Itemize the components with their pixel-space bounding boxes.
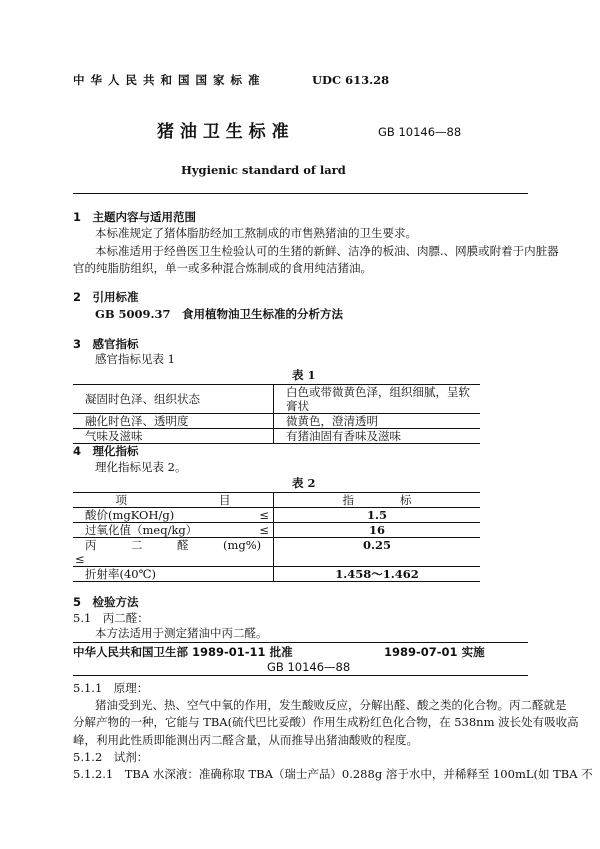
paragraph: 官的纯脂肪组织，单一或多种混合炼制成的食用纯洁猪油。 — [73, 261, 372, 275]
paragraph: 峰，利用此性质即能测出丙二醛含量，从而推导出猪油酸败的程度。 — [73, 733, 418, 747]
table-row: 融化时色泽、透明度 微黄色，澄清透明 — [73, 414, 480, 429]
reference: GB 5009.37 食用植物油卫生标准的分析方法 — [95, 307, 344, 321]
approval-date: 中华人民共和国卫生部 1989-01-11 批准 — [73, 645, 293, 659]
table-2-caption: 表 2 — [292, 476, 316, 490]
paragraph: 理化指标见表 2。 — [95, 460, 187, 474]
table-row: 酸价(mgKOH/g) ≤ 1.5 — [73, 508, 480, 523]
header-udc: UDC 613.28 — [312, 73, 390, 87]
standard-code: GB 10146—88 — [378, 125, 462, 139]
section-5-1: 5.1 丙二醛： — [73, 611, 149, 625]
effective-date: 1989-07-01 实施 — [384, 645, 485, 659]
table-row: 折射率(40℃) 1.458～1.462 — [73, 567, 480, 582]
section-5-heading: 5 检验方法 — [73, 595, 139, 609]
section-4-heading: 4 理化指标 — [73, 444, 139, 458]
divider — [73, 642, 528, 643]
table-header-row: 项 目 指 标 — [73, 493, 480, 508]
paragraph: 本标准规定了猪体脂肪经加工熬制成的市售熟猪油的卫生要求。 — [95, 226, 417, 240]
divider — [73, 675, 528, 676]
paragraph: 本标准适用于经兽医卫生检验认可的生猪的新鲜、洁净的板油、肉膘.、网膜或附着于内脏器 — [95, 244, 559, 258]
divider — [73, 193, 528, 194]
table-row: 丙 二 醛 (mg%) ≤ 0.25 — [73, 538, 480, 567]
table-row: 过氧化值（meq/kg） ≤ 16 — [73, 523, 480, 538]
paragraph: 本方法适用于测定猪油中丙二醛。 — [95, 626, 268, 640]
paragraph: 感官指标见表 1 — [95, 352, 175, 366]
table-1 — [73, 384, 480, 444]
english-title: Hygienic standard of lard — [181, 163, 346, 177]
section-5-1-1: 5.1.1 原理： — [73, 681, 149, 695]
section-5-1-2-1: 5.1.2.1 TBA 水深液：准确称取 TBA（瑞士产品）0.288g 溶于水中，并稀释至 100mL(如 TBA 不 — [73, 767, 593, 781]
running-header-code: GB 10146—88 — [267, 660, 351, 674]
paragraph: 分解产物的一种，它能与 TBA(硫代巴比妥酸）作用生成粉红色化合物，在 538nm 波长处有吸收高 — [73, 715, 579, 729]
table-row: 气味及滋味 有猪油固有香味及滋味 — [73, 429, 480, 444]
section-2-heading: 2 引用标准 — [73, 290, 139, 304]
page-title: 猪 油 卫 生 标 准 — [157, 122, 289, 142]
section-5-1-2: 5.1.2 试剂： — [73, 750, 149, 764]
paragraph: 猪油受到光、热、空气中氧的作用，发生酸败反应，分解出醛、酸之类的化合物。丙二醛就是 — [95, 698, 567, 712]
table-1-caption: 表 1 — [292, 368, 316, 382]
section-1-heading: 1 主题内容与适用范围 — [73, 210, 197, 224]
header-org: 中 华 人 民 共 和 国 国 家 标 准 — [73, 73, 261, 87]
table-2 — [73, 492, 480, 582]
section-3-heading: 3 感官指标 — [73, 337, 139, 351]
table-row: 凝固时色泽、组织状态 白色或带微黄色泽，组织细腻，呈软膏状 — [73, 385, 480, 414]
